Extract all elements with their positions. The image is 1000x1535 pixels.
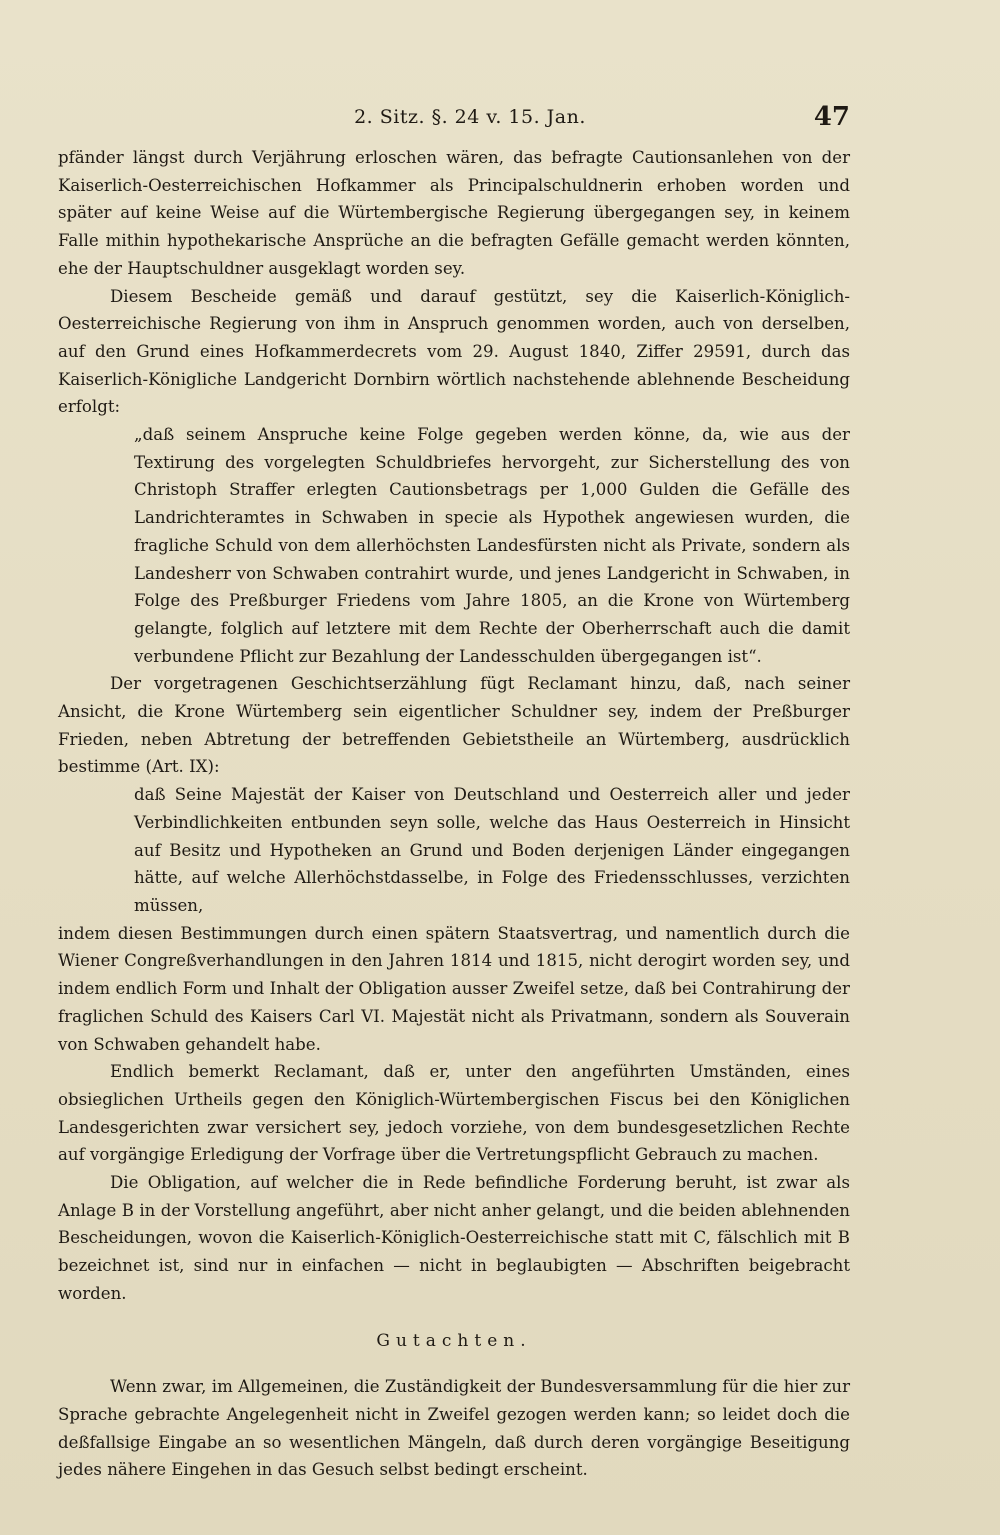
paragraph: Der vorgetragenen Geschichtserzählung fügt Reclamant hinzu, daß, nach seiner Ansicht, die Krone Würtemberg sein eigentlicher Schuldner sey, indem der Preßburger Frieden, neben Abtretung der betreffenden Gebietstheile an Würtemberg, ausdrücklich bestimme (Art. IX): [58, 674, 850, 777]
paragraph: Diesem Bescheide gemäß und darauf gestützt, sey die Kaiserlich-Königlich-Oesterreichische Regierung von ihm in Anspruch genommen worden, auch von derselben, auf den Grund eines Hofkammerdecrets vom 29. August 1840, Ziffer 29591, durch das Kaiserlich-Königliche Landgericht Dornbirn wörtlich nachstehende ablehnende Bescheidung erfolgt: [58, 286, 850, 417]
page-number: 47 [813, 102, 850, 132]
page-header [0, 104, 1000, 136]
paragraph: indem diesen Bestimmungen durch einen spätern Staatsvertrag, und namentlich durch die Wiener Congreßverhandlungen in den Jahren 1814 und 1815, nicht derogirt worden sey, und indem endlich Form und Inhalt der Obligation ausser Zweifel setze, daß bei Contrahirung der fraglichen Schuld des Kaisers Carl VI. Majestät nicht als Privatmann, sondern als Souverain von Schwaben gehandelt habe. [58, 923, 850, 1054]
paragraph: pfänder längst durch Verjährung erloschen wären, das befragte Cautionsanlehen von der Kaiserlich-Oesterreichischen Hofkammer als Principalschuldnerin erhoben worden und später auf keine Weise auf die Würtembergische Regierung übergegangen sey, in keinem Falle mithin hypothekarische Ansprüche an die befragten Gefälle gemacht werden könnten, ehe der Hauptschuldner ausgeklagt worden sey. [58, 148, 850, 278]
paragraph: Wenn zwar, im Allgemeinen, die Zuständigkeit der Bundesversammlung für die hier zur Sprache gebrachte Angelegenheit nicht in Zweifel gezogen werden kann; so leidet doch die deßfallsige Eingabe an so wesentlichen Mängeln, daß durch deren vorgängige Beseitigung jedes nähere Eingehen in das Gesuch selbst bedingt erscheint. [58, 1377, 850, 1480]
treaty-quote: daß Seine Majestät der Kaiser von Deutschland und Oesterreich aller und jeder Verbindlichkeiten entbunden seyn solle, welche das Haus Oesterreich in Hinsicht auf Besitz und Hypotheken an Grund und Boden derjenigen Länder eingegangen hätte, auf welche Allerhöchstdasselbe, in Folge des Friedensschlusses, verzichten müssen, [134, 785, 850, 915]
quoted-decision: „daß seinem Anspruche keine Folge gegeben werden könne, da, wie aus der Textirung des vorgelegten Schuldbriefes hervorgeht, zur Sicherstellung des von Christoph Straffer erlegten Cautionsbetrags per 1,000 Gulden die Gefälle des Landrichteramtes in Schwaben in specie als Hypothek angewiesen wurden, die fragliche Schuld von dem allerhöchsten Landesfürsten nicht als Private, sondern als Landesherr von Schwaben contrahirt wurde, und jenes Landgericht in Schwaben, in Folge des Preßburger Friedens vom Jahre 1805, an die Krone von Würtemberg gelangte, folglich auf letztere mit dem Rechte der Oberherrschaft auch die damit verbundene Pflicht zur Bezahlung der Landesschulden übergegangen ist“. [134, 425, 850, 666]
paragraph: Die Obligation, auf welcher die in Rede befindliche Forderung beruht, ist zwar als Anlage B in der Vorstellung angeführt, aber nicht anher gelangt, und die beiden ablehnenden Bescheidungen, wovon die Kaiserlich-Königlich-Oesterreichische statt mit C, fälschlich mit B bezeichnet ist, sind nur in einfachen — nicht in beglaubigten — Abschriften beigebracht worden. [58, 1173, 850, 1303]
section-title: Gutachten. [376, 1330, 532, 1351]
running-head: 2. Sitz. §. 24 v. 15. Jan. [354, 106, 586, 128]
body-text [58, 144, 850, 1484]
paragraph: Endlich bemerkt Reclamant, daß er, unter den angeführten Umständen, eines obsieglichen Urtheils gegen den Königlich-Würtembergischen Fiscus bei den Königlichen Landesgerichten zwar versichert sey, jedoch vorziehe, von dem bundesgesetzlichen Rechte auf vorgängige Erledigung der Vorfrage über die Vertretungspflicht Gebrauch zu machen. [58, 1062, 850, 1165]
